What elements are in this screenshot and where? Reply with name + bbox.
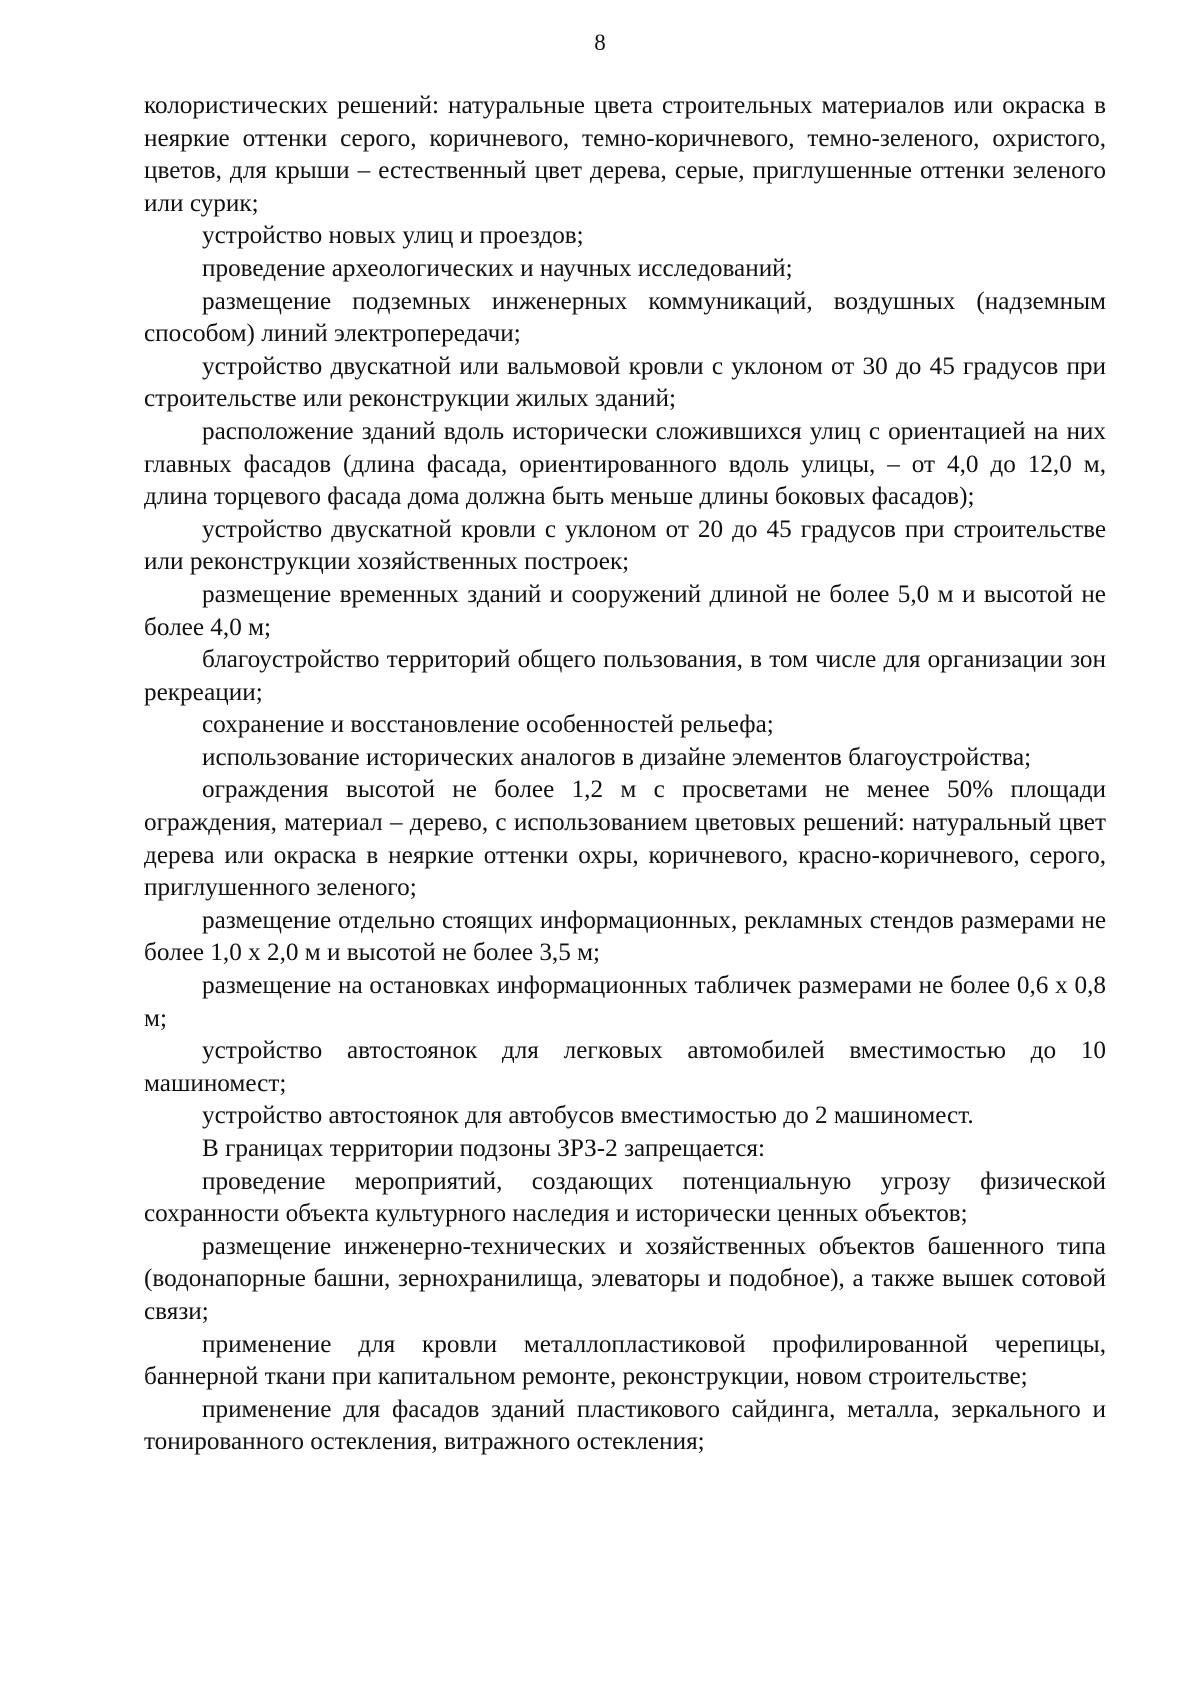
paragraph: проведение археологических и научных исследований; bbox=[202, 254, 793, 282]
document-body bbox=[144, 90, 1106, 1459]
paragraph: устройство двускатной кровли с уклоном от 20 до 45 градусов при строительстве или реконструкции хозяйственных построек; bbox=[144, 515, 1106, 576]
paragraph: сохранение и восстановление особенностей рельефа; bbox=[202, 711, 774, 739]
paragraph: размещение подземных инженерных коммуникаций, воздушных (надземным способом) линий электропередачи; bbox=[144, 287, 1106, 348]
paragraph: размещение временных зданий и сооружений длиной не более 5,0 м и высотой не более 4,0 м; bbox=[144, 580, 1106, 641]
paragraph: применение для кровли металлопластиковой профилированной черепицы, баннерной ткани при капитальном ремонте, реконструкции, новом строительстве; bbox=[144, 1330, 1106, 1391]
paragraph: колористических решений: натуральные цвета строительных материалов или окраска в неяркие оттенки серого, коричневого, темно-коричневого, темно-зеленого, охристого, цветов, для крыши – естественный цвет дерева, серые, приглушенные оттенки зеленого или сурик; bbox=[144, 92, 1106, 217]
paragraph: устройство автостоянок для автобусов вместимостью до 2 машиномест. bbox=[202, 1102, 974, 1130]
paragraph: устройство двускатной или вальмовой кровли с уклоном от 30 до 45 градусов при строительстве или реконструкции жилых зданий; bbox=[144, 352, 1106, 413]
paragraph: размещение инженерно-технических и хозяйственных объектов башенного типа (водонапорные башни, зернохранилища, элеваторы и подобное), а также вышек сотовой связи; bbox=[144, 1232, 1106, 1325]
paragraph: благоустройство территорий общего пользования, в том числе для организации зон рекреации; bbox=[144, 646, 1106, 706]
paragraph: использование исторических аналогов в дизайне элементов благоустройства; bbox=[202, 743, 1032, 771]
page-number: 8 bbox=[594, 30, 606, 55]
paragraph: устройство автостоянок для легковых автомобилей вместимостью до 10 машиномест; bbox=[144, 1037, 1106, 1097]
paragraph: проведение мероприятий, создающих потенциальную угрозу физической сохранности объекта культурного наследия и исторически ценных объектов; bbox=[144, 1167, 1106, 1228]
paragraph: устройство новых улиц и проездов; bbox=[202, 222, 584, 250]
section-heading-paragraph: В границах территории подзоны ЗРЗ-2 запрещается: bbox=[202, 1135, 765, 1162]
paragraph: применение для фасадов зданий пластикового сайдинга, металла, зеркального и тонированного остекления, витражного остекления; bbox=[144, 1395, 1106, 1456]
paragraph: размещение на остановках информационных табличек размерами не более 0,6 х 0,8 м; bbox=[144, 972, 1106, 1032]
paragraph: расположение зданий вдоль исторически сложившихся улиц с ориентацией на них главных фасадов (длина фасада, ориентированного вдоль улицы, – от 4,0 до 12,0 м, длина торцевого фасада дома должна быть меньше длины боковых фасадов); bbox=[144, 417, 1106, 511]
paragraph: размещение отдельно стоящих информационных, рекламных стендов размерами не более 1,0 х 2,0 м и высотой не более 3,5 м; bbox=[144, 906, 1106, 967]
paragraph: ограждения высотой не более 1,2 м с просветами не менее 50% площади ограждения, материал – дерево, с использованием цветовых решений: натуральный цвет дерева или окраска в неяркие оттенки охры, коричневого, красно-коричневого, серого, приглушенного зеленого; bbox=[144, 776, 1106, 902]
